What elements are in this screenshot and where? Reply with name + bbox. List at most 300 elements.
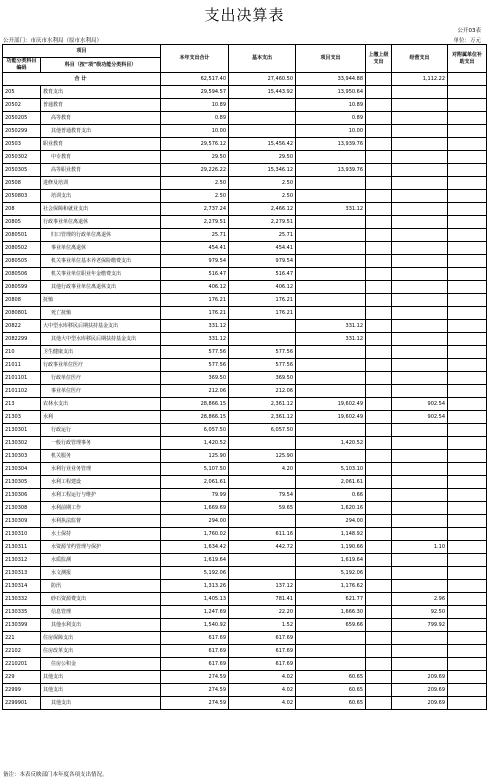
row-subsidy [448,177,487,190]
row-subsidy [448,320,487,333]
header-upper: 上缴上级支出 [366,45,392,73]
row-total: 617.69 [161,658,229,671]
row-project: 331.12 [296,203,366,216]
row-subsidy [448,658,487,671]
row-operate [392,658,448,671]
row-basic: 979.54 [229,255,296,268]
row-upper [366,502,392,515]
table-row [3,372,487,385]
row-total: 406.12 [161,281,229,294]
row-project [296,294,366,307]
row-subsidy [448,164,487,177]
row-subsidy [448,671,487,684]
row-upper [366,476,392,489]
row-basic [229,112,296,125]
row-project [296,307,366,320]
expenditure-table [2,44,487,710]
row-project [296,177,366,190]
row-code: 2082299 [3,333,41,346]
row-upper [366,216,392,229]
row-name: 社会保障和就业支出 [41,203,161,216]
row-total: 979.54 [161,255,229,268]
row-subsidy [448,255,487,268]
row-basic: 516.47 [229,268,296,281]
header-project: 项目支出 [296,45,366,73]
row-subsidy [448,398,487,411]
row-subsidy [448,606,487,619]
row-subsidy [448,307,487,320]
row-operate [392,450,448,463]
row-name: 死亡抚恤 [41,307,161,320]
table-row [3,138,487,151]
row-basic: 6,057.50 [229,424,296,437]
row-operate [392,580,448,593]
row-name: 教育支出 [41,86,161,99]
row-basic: 22.20 [229,606,296,619]
row-total: 274.59 [161,684,229,697]
row-project: 294.00 [296,515,366,528]
row-project [296,229,366,242]
row-project: 2,061.61 [296,476,366,489]
row-upper [366,372,392,385]
table-row [3,528,487,541]
row-name: 水利工程运行与维护 [41,489,161,502]
row-operate [392,268,448,281]
row-basic: 1.52 [229,619,296,632]
row-basic: 176.21 [229,307,296,320]
table-row [3,359,487,372]
row-subsidy [448,593,487,606]
row-name: 住房公积金 [41,658,161,671]
row-project: 60.65 [296,684,366,697]
row-basic: 15,456.42 [229,138,296,151]
row-name: 水利前期工作 [41,502,161,515]
table-row [3,99,487,112]
row-basic: 369.50 [229,372,296,385]
row-operate [392,437,448,450]
row-operate [392,333,448,346]
row-upper [366,359,392,372]
row-code: 2101101 [3,372,41,385]
row-total: 294.00 [161,515,229,528]
row-operate [392,229,448,242]
row-project: 13,939.76 [296,164,366,177]
row-basic: 79.54 [229,489,296,502]
row-subsidy [448,216,487,229]
row-operate [392,385,448,398]
row-subsidy [448,242,487,255]
row-operate [392,203,448,216]
row-upper [366,515,392,528]
row-subsidy [448,86,487,99]
row-total: 1,619.64 [161,554,229,567]
row-name: 水利 [41,411,161,424]
row-subsidy [448,502,487,515]
table-row [3,645,487,658]
row-upper [366,99,392,112]
row-subsidy [448,489,487,502]
row-total: 577.56 [161,359,229,372]
row-project [296,151,366,164]
row-upper [366,112,392,125]
row-code: 20822 [3,320,41,333]
row-upper [366,255,392,268]
table-row [3,580,487,593]
row-upper [366,554,392,567]
row-operate [392,372,448,385]
row-subsidy [448,190,487,203]
row-basic: 4.20 [229,463,296,476]
row-basic: 617.69 [229,645,296,658]
row-operate [392,515,448,528]
row-total: 10.00 [161,125,229,138]
row-basic: 176.21 [229,294,296,307]
row-code: 2050302 [3,151,41,164]
row-total: 331.12 [161,333,229,346]
header-code: 功能分类科目编码 [3,58,41,73]
row-operate [392,567,448,580]
row-operate [392,216,448,229]
table-row [3,385,487,398]
row-code: 2050205 [3,112,41,125]
form-number: 公开03表 [457,28,481,34]
row-operate [392,151,448,164]
row-name: 其他行政事业单位离退休支出 [41,281,161,294]
table-row [3,619,487,632]
row-code: 229 [3,671,41,684]
row-name: 其他支出 [41,684,161,697]
row-code: 2210201 [3,658,41,671]
row-operate [392,463,448,476]
row-code: 20502 [3,99,41,112]
row-name: 农林水支出 [41,398,161,411]
row-code: 2130399 [3,619,41,632]
table-row [3,320,487,333]
row-code: 213 [3,398,41,411]
row-total: 2.50 [161,190,229,203]
row-subsidy [448,372,487,385]
row-subsidy [448,619,487,632]
table-row [3,658,487,671]
row-name: 水利行业业务管理 [41,463,161,476]
row-operate: 209.69 [392,697,448,710]
row-operate: 209.69 [392,684,448,697]
row-operate [392,190,448,203]
row-upper [366,463,392,476]
total-subsidy [448,73,487,86]
total-amount: 62,517.40 [161,73,229,86]
row-code: 21303 [3,411,41,424]
row-operate [392,177,448,190]
row-basic: 25.71 [229,229,296,242]
row-basic [229,437,296,450]
row-code: 2130313 [3,567,41,580]
row-total: 2.50 [161,177,229,190]
table-row [3,203,487,216]
total-row [3,73,487,86]
row-project: 60.65 [296,671,366,684]
row-project: 331.12 [296,333,366,346]
row-operate [392,138,448,151]
row-operate [392,346,448,359]
row-name: 其他水利支出 [41,619,161,632]
row-code: 2130302 [3,437,41,450]
row-basic [229,567,296,580]
row-code: 2080599 [3,281,41,294]
row-name: 水土保持 [41,528,161,541]
row-total: 1,669.69 [161,502,229,515]
row-operate [392,294,448,307]
row-operate [392,502,448,515]
row-operate [392,359,448,372]
row-code: 22999 [3,684,41,697]
row-code: 2080505 [3,255,41,268]
header-total: 本年支出合计 [161,45,229,73]
row-subsidy [448,463,487,476]
row-total: 6,057.50 [161,424,229,437]
row-code: 20805 [3,216,41,229]
row-basic: 442.72 [229,541,296,554]
total-project: 33,944.88 [296,73,366,86]
row-name: 归口管理的行政单位离退休 [41,229,161,242]
row-subsidy [448,346,487,359]
row-operate [392,281,448,294]
row-upper [366,86,392,99]
row-operate [392,112,448,125]
row-upper [366,281,392,294]
row-operate [392,489,448,502]
row-project [296,281,366,294]
row-project [296,190,366,203]
row-upper [366,398,392,411]
row-code: 2130311 [3,541,41,554]
row-basic: 2,361.12 [229,411,296,424]
row-basic: 125.90 [229,450,296,463]
row-code: 210 [3,346,41,359]
row-subsidy [448,203,487,216]
row-name: 一般行政管理事务 [41,437,161,450]
row-basic [229,554,296,567]
row-project: 19,602.49 [296,398,366,411]
row-upper [366,294,392,307]
row-total: 29,576.12 [161,138,229,151]
report-title: 支出决算表 [204,6,285,24]
row-project: 13,950.64 [296,86,366,99]
row-basic: 4.02 [229,697,296,710]
row-operate [392,125,448,138]
row-basic: 15,346.12 [229,164,296,177]
row-name: 卫生健康支出 [41,346,161,359]
row-project [296,216,366,229]
row-project [296,242,366,255]
row-total: 1,247.69 [161,606,229,619]
row-operate [392,476,448,489]
row-name: 水利工程建设 [41,476,161,489]
table-row [3,632,487,645]
row-subsidy [448,229,487,242]
row-upper [366,684,392,697]
row-name: 水质监测 [41,554,161,567]
row-name: 中专教育 [41,151,161,164]
row-basic [229,476,296,489]
row-operate [392,307,448,320]
row-subsidy [448,632,487,645]
row-subsidy [448,125,487,138]
row-total: 10.89 [161,99,229,112]
table-row [3,151,487,164]
row-project [296,255,366,268]
row-basic: 577.56 [229,346,296,359]
row-upper [366,333,392,346]
row-code: 2130301 [3,424,41,437]
row-operate: 799.92 [392,619,448,632]
row-code: 2130305 [3,476,41,489]
table-row [3,437,487,450]
row-subsidy [448,554,487,567]
row-upper [366,632,392,645]
row-operate [392,424,448,437]
header-basic: 基本支出 [229,45,296,73]
row-upper [366,151,392,164]
row-code: 2130306 [3,489,41,502]
footnote: 备注：本表反映部门本年度各项支出情况。 [3,772,108,778]
row-subsidy [448,268,487,281]
row-upper [366,268,392,281]
row-name: 事业单位医疗 [41,385,161,398]
table-row [3,489,487,502]
row-subsidy [448,515,487,528]
row-upper [366,606,392,619]
table-row [3,593,487,606]
table-row [3,606,487,619]
row-basic: 59.65 [229,502,296,515]
row-name: 水利执法监督 [41,515,161,528]
row-basic: 2.50 [229,177,296,190]
row-total: 369.50 [161,372,229,385]
row-total: 79.99 [161,489,229,502]
row-basic: 577.56 [229,359,296,372]
row-total: 125.90 [161,450,229,463]
row-upper [366,346,392,359]
row-project [296,372,366,385]
row-upper [366,307,392,320]
row-subsidy [448,333,487,346]
reporting-unit: 公开部门：市庆市水利局（原市水利局） [3,38,103,44]
row-project: 1,619.64 [296,554,366,567]
table-row [3,164,487,177]
row-basic: 2,279.51 [229,216,296,229]
row-name: 机关事业单位职业年金缴费支出 [41,268,161,281]
row-code: 2080501 [3,229,41,242]
row-basic: 4.02 [229,671,296,684]
row-project: 1,148.92 [296,528,366,541]
row-code: 208 [3,203,41,216]
row-total: 2,061.61 [161,476,229,489]
row-upper [366,593,392,606]
row-operate: 1.10 [392,541,448,554]
header-name: 科目（按“项”级功能分类科目） [41,58,161,73]
row-subsidy [448,645,487,658]
row-upper [366,424,392,437]
row-total: 577.56 [161,346,229,359]
row-upper [366,437,392,450]
row-total: 29.50 [161,151,229,164]
row-upper [366,411,392,424]
row-code: 2101102 [3,385,41,398]
row-total: 2,737.24 [161,203,229,216]
row-project: 1,420.52 [296,437,366,450]
table-row [3,554,487,567]
header-operate: 经营支出 [392,45,448,73]
row-upper [366,450,392,463]
row-name: 其他大中型水库移民后期扶持基金支出 [41,333,161,346]
row-name: 水文测报 [41,567,161,580]
row-operate: 209.69 [392,671,448,684]
row-code: 2130312 [3,554,41,567]
table-row [3,476,487,489]
row-upper [366,567,392,580]
row-project: 1,666.30 [296,606,366,619]
table-row [3,229,487,242]
row-name: 机关服务 [41,450,161,463]
row-total: 1,634.42 [161,541,229,554]
row-basic [229,125,296,138]
row-total: 1,405.13 [161,593,229,606]
table-row [3,333,487,346]
row-name: 职业教育 [41,138,161,151]
row-subsidy [448,385,487,398]
table-row [3,112,487,125]
row-code: 2130304 [3,463,41,476]
row-name: 大中型水库移民后期扶持基金支出 [41,320,161,333]
row-total: 516.47 [161,268,229,281]
row-project [296,359,366,372]
row-project: 659.66 [296,619,366,632]
row-total: 617.69 [161,632,229,645]
row-basic: 15,443.92 [229,86,296,99]
row-operate: 902.54 [392,398,448,411]
row-code: 20503 [3,138,41,151]
row-upper [366,190,392,203]
row-subsidy [448,580,487,593]
row-project: 0.89 [296,112,366,125]
row-subsidy [448,567,487,580]
row-total: 274.59 [161,671,229,684]
table-row [3,346,487,359]
row-operate [392,554,448,567]
row-name: 进修及培训 [41,177,161,190]
row-subsidy [448,411,487,424]
row-name: 行政事业单位医疗 [41,359,161,372]
row-code: 2130309 [3,515,41,528]
row-code: 21011 [3,359,41,372]
table-row [3,190,487,203]
row-upper [366,645,392,658]
row-code: 22102 [3,645,41,658]
row-upper [366,658,392,671]
row-code: 2130335 [3,606,41,619]
row-name: 行政事业单位离退休 [41,216,161,229]
row-subsidy [448,138,487,151]
table-row [3,281,487,294]
row-project: 621.77 [296,593,366,606]
row-upper [366,671,392,684]
row-code: 2080502 [3,242,41,255]
row-code: 20508 [3,177,41,190]
row-subsidy [448,450,487,463]
row-code: 20808 [3,294,41,307]
row-operate [392,645,448,658]
